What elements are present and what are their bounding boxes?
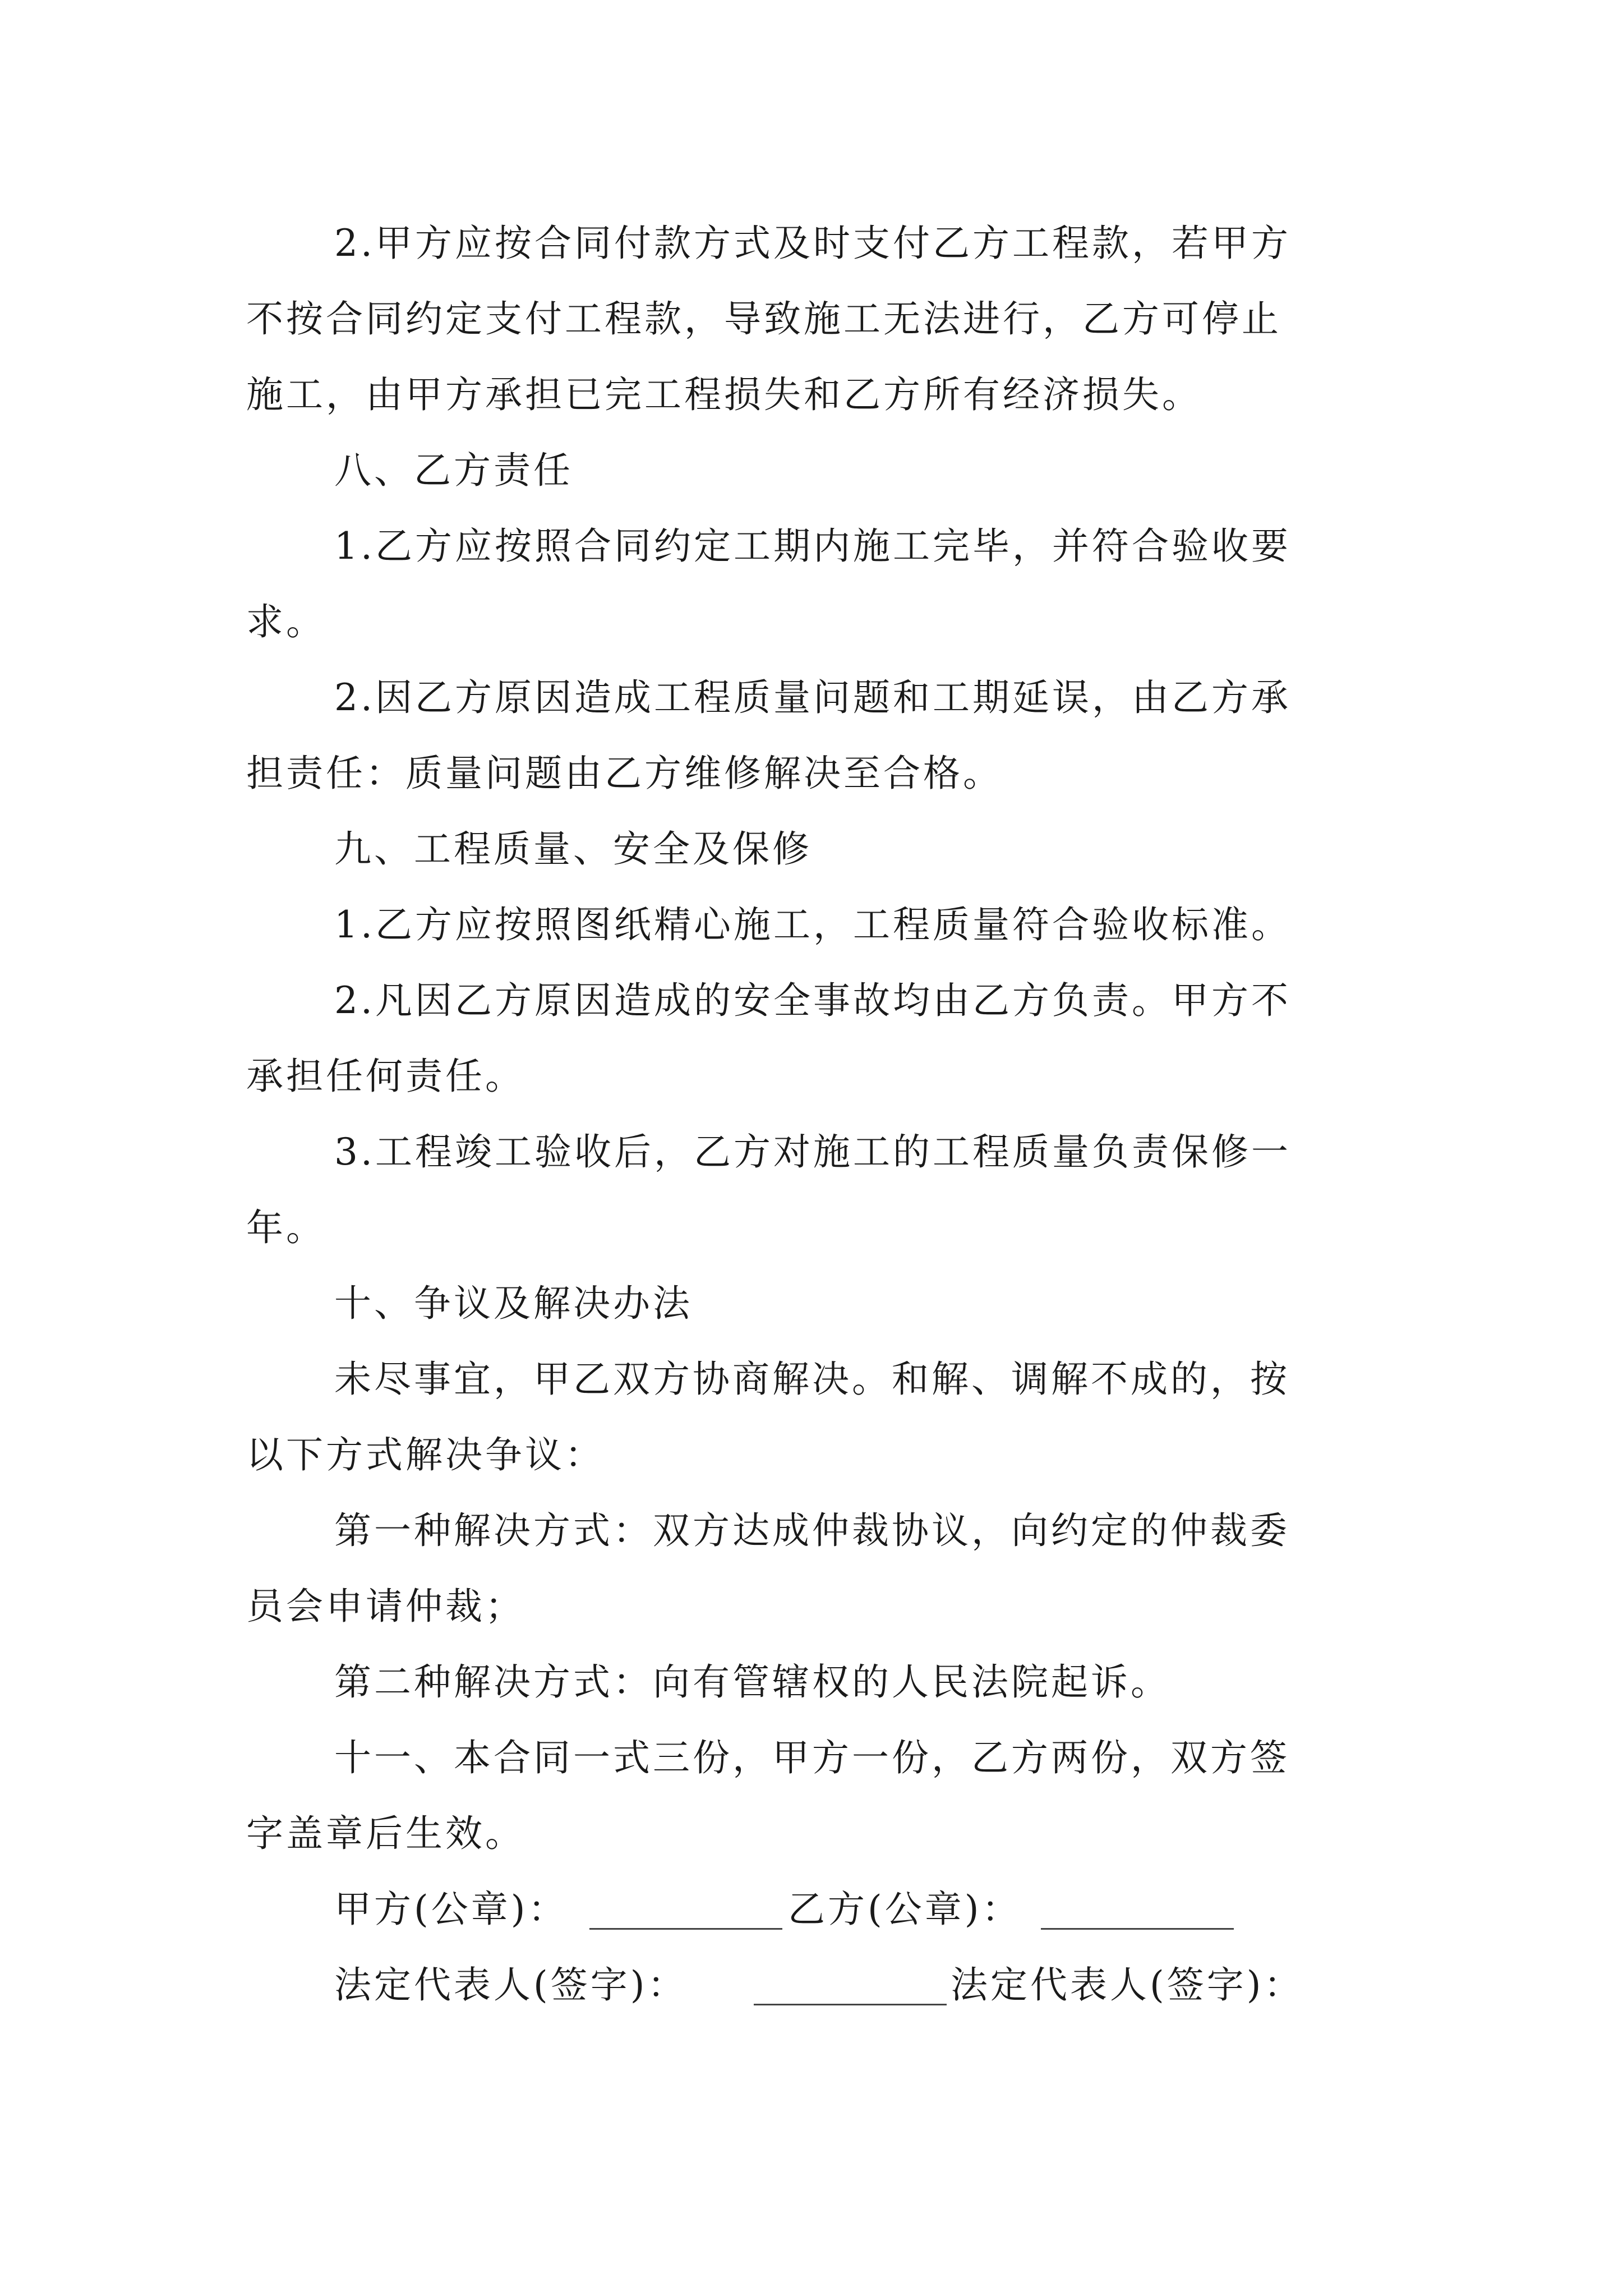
contract-line: 字盖章后生效。 xyxy=(246,1812,525,1855)
contract-line: 2.甲方应按合同付款方式及时支付乙方工程款，若甲方 xyxy=(334,222,1291,265)
contract-line: 年。 xyxy=(246,1206,326,1249)
party-b-seal-label: 乙方(公章)： xyxy=(788,1888,1022,1931)
contract-line: 2.凡因乙方原因造成的安全事故均由乙方负责。甲方不 xyxy=(334,979,1291,1022)
contract-line: 1.乙方应按照合同约定工期内施工完毕，并符合验收要 xyxy=(334,524,1291,568)
contract-line: 施工，由甲方承担已完工程损失和乙方所有经济损失。 xyxy=(246,373,1202,416)
party-a-rep-blank xyxy=(754,2004,947,2005)
party-a-rep-label: 法定代表人(签字)： xyxy=(334,1963,688,2007)
contract-line: 十一、本合同一式三份，甲方一份，乙方两份，双方签 xyxy=(334,1736,1290,1779)
party-b-seal-blank xyxy=(1041,1928,1234,1930)
contract-line: 1.乙方应按照图纸精心施工，工程质量符合验收标准。 xyxy=(334,903,1291,946)
contract-line: 以下方式解决争议： xyxy=(246,1433,605,1476)
contract-line: 求。 xyxy=(246,600,326,643)
section-heading: 八、乙方责任 xyxy=(334,449,573,492)
contract-line: 第二种解决方式：向有管辖权的人民法院起诉。 xyxy=(334,1660,1170,1704)
contract-line: 承担任何责任。 xyxy=(246,1055,525,1098)
contract-line: 不按合同约定支付工程款，导致施工无法进行，乙方可停止 xyxy=(246,297,1281,341)
party-b-rep-label: 法定代表人(签字)： xyxy=(951,1963,1304,2007)
contract-line: 员会申请仲裁； xyxy=(246,1585,525,1628)
party-a-seal-blank xyxy=(589,1928,782,1930)
contract-line: 第一种解决方式：双方达成仲裁协议，向约定的仲裁委 xyxy=(334,1509,1290,1552)
section-heading: 十、争议及解决办法 xyxy=(334,1282,693,1325)
contract-line: 未尽事宜，甲乙双方协商解决。和解、调解不成的，按 xyxy=(334,1358,1290,1401)
contract-line: 2.因乙方原因造成工程质量问题和工期延误，由乙方承 xyxy=(334,676,1291,719)
section-heading: 九、工程质量、安全及保修 xyxy=(334,827,812,871)
contract-line: 担责任：质量问题由乙方维修解决至合格。 xyxy=(246,752,1003,795)
party-a-seal-label: 甲方(公章)： xyxy=(334,1888,568,1931)
contract-line: 3.工程竣工验收后，乙方对施工的工程质量负责保修一 xyxy=(334,1130,1291,1174)
